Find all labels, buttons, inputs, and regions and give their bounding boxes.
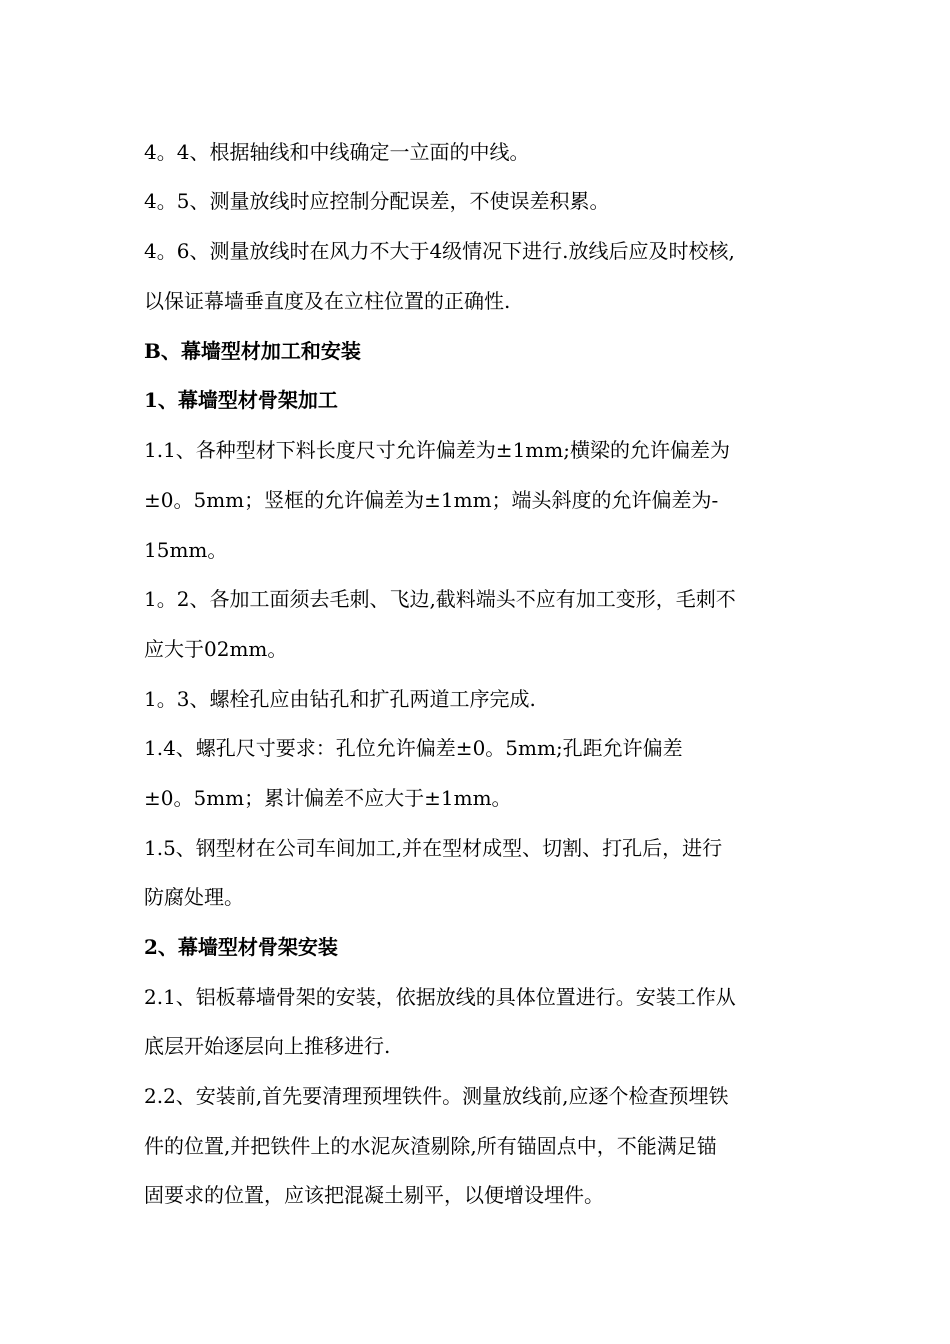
subsection-heading: 2、幕墙型材骨架安装 <box>144 935 338 959</box>
text-line: 固要求的位置，应该把混凝土剔平，以便增设埋件。 <box>144 1183 604 1207</box>
text-line: 1。3、螺栓孔应由钻孔和扩孔两道工序完成. <box>144 687 536 711</box>
text-line: ±0。5mm；累计偏差不应大于±1mm。 <box>144 786 512 810</box>
text-line: 15mm。 <box>144 538 228 562</box>
section-heading: B、幕墙型材加工和安装 <box>144 339 361 363</box>
text-line: 底层开始逐层向上推移进行. <box>144 1034 391 1058</box>
text-line: 4。4、根据轴线和中线确定一立面的中线。 <box>144 140 530 164</box>
text-line: 防腐处理。 <box>144 885 244 909</box>
text-line: 以保证幕墙垂直度及在立柱位置的正确性. <box>144 289 511 313</box>
text-line: 2.1、铝板幕墙骨架的安装，依据放线的具体位置进行。安装工作从 <box>144 985 736 1009</box>
text-line: 2.2、安装前,首先要清理预埋铁件。测量放线前,应逐个检查预埋铁 <box>144 1084 729 1108</box>
text-line: 1.5、钢型材在公司车间加工,并在型材成型、切割、打孔后，进行 <box>144 836 723 860</box>
text-line: 1.4、螺孔尺寸要求：孔位允许偏差±0。5mm;孔距允许偏差 <box>144 736 683 760</box>
subsection-heading: 1、幕墙型材骨架加工 <box>144 388 338 412</box>
text-line: ±0。5mm；竖框的允许偏差为±1mm；端头斜度的允许偏差为- <box>144 488 719 512</box>
text-line: 4。5、测量放线时应控制分配误差，不使误差积累。 <box>144 189 610 213</box>
text-line: 4。6、测量放线时在风力不大于4级情况下进行.放线后应及时校核, <box>144 239 735 263</box>
text-line: 1。2、各加工面须去毛刺、飞边,截料端头不应有加工变形，毛刺不 <box>144 587 736 611</box>
text-line: 1.1、各种型材下料长度尺寸允许偏差为±1mm;横梁的允许偏差为 <box>144 438 730 462</box>
text-line: 应大于02mm。 <box>144 637 288 661</box>
text-line: 件的位置,并把铁件上的水泥灰渣剔除,所有锚固点中，不能满足锚 <box>144 1134 717 1158</box>
